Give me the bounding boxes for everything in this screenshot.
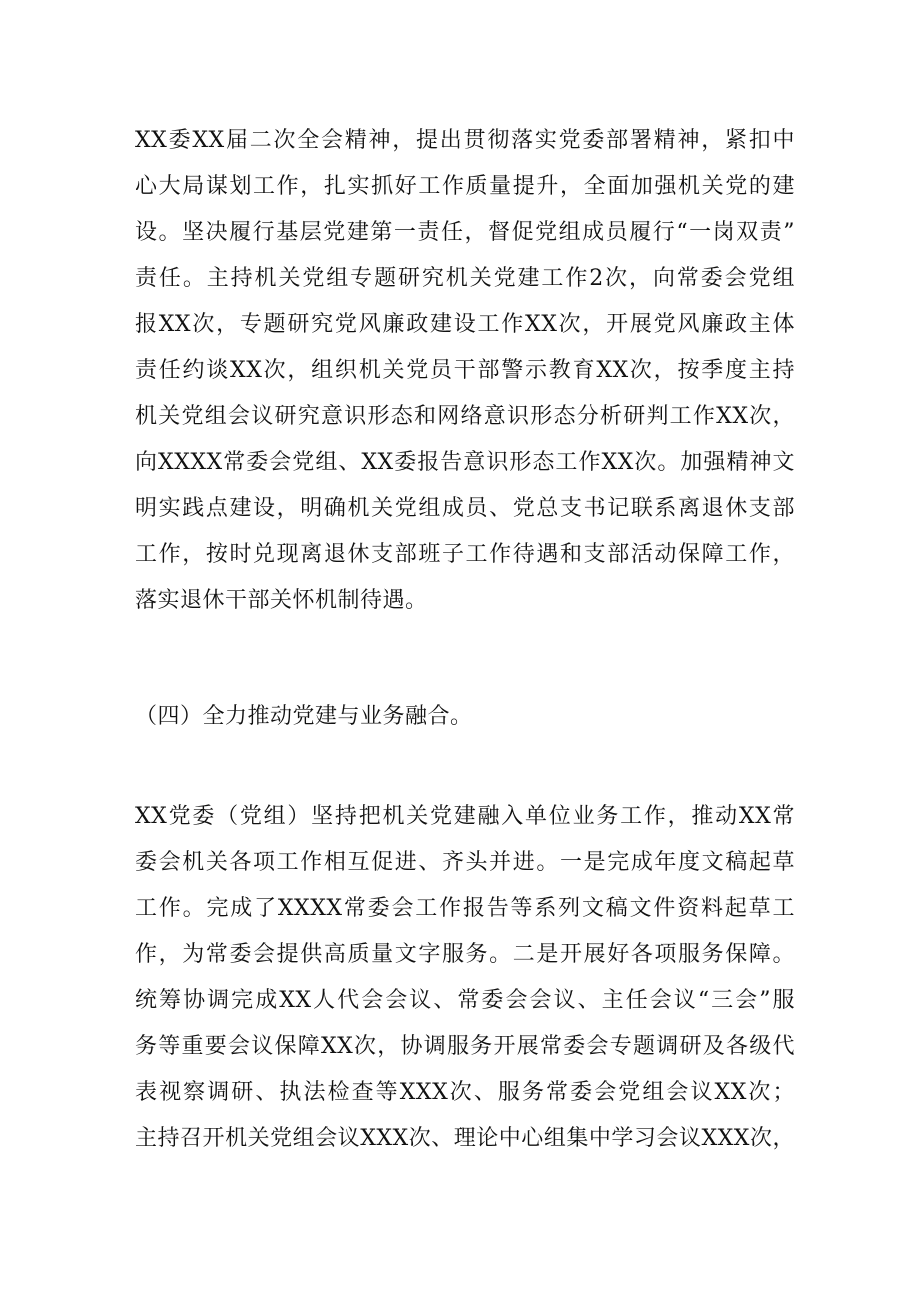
text-line: XX委XX届二次全会精神，提出贯彻落实党委部署精神，紧扣中 (135, 128, 795, 153)
text-line: 主持召开机关党组会议XXX次、理论中心组集中学习会议XXX次， (135, 1126, 795, 1151)
text-line: XX党委（党组）坚持把机关党建融入单位业务工作，推动XX常 (135, 804, 795, 829)
text-line: 落实退休干部关怀机制待遇。 (135, 588, 428, 613)
text-line: 作，为常委会提供高质量文字服务。二是开展好各项服务保障。 (135, 942, 795, 967)
text-line: 向XXXX常委会党组、XX委报告意识形态工作XX次。加强精神文 (135, 450, 795, 475)
text-line: 设。坚决履行基层党建第一责任，督促党组成员履行“一岗双责” (135, 220, 795, 245)
text-line: 责任约谈XX次，组织机关党员干部警示教育XX次，按季度主持 (135, 358, 795, 383)
text-line: 表视察调研、执法检查等XXX次、服务常委会党组会议XX次； (135, 1080, 795, 1105)
text-line: 统筹协调完成XX人代会会议、常委会会议、主任会议“三会”服 (135, 988, 795, 1013)
text-line: 工作。完成了XXXX常委会工作报告等系列文稿文件资料起草工 (135, 896, 795, 921)
text-line: 务等重要会议保障XX次，协调服务开展常委会专题调研及各级代 (135, 1034, 795, 1059)
text-line: 报XX次，专题研究党风廉政建设工作XX次，开展党风廉政主体 (135, 312, 795, 337)
text-line: 委会机关各项工作相互促进、齐头并进。一是完成年度文稿起草 (135, 850, 795, 875)
text-line: 工作，按时兑现离退休支部班子工作待遇和支部活动保障工作， (135, 542, 795, 567)
text-line: 心大局谋划工作，扎实抓好工作质量提升，全面加强机关党的建 (135, 174, 795, 199)
text-line: 责任。主持机关党组专题研究机关党建工作2次，向常委会党组 (135, 266, 795, 291)
section-heading: （四）全力推动党建与业务融合。 (135, 704, 473, 729)
text-line: 明实践点建设，明确机关党组成员、党总支书记联系离退休支部 (135, 496, 795, 521)
text-line: 机关党组会议研究意识形态和网络意识形态分析研判工作XX次， (135, 404, 795, 429)
